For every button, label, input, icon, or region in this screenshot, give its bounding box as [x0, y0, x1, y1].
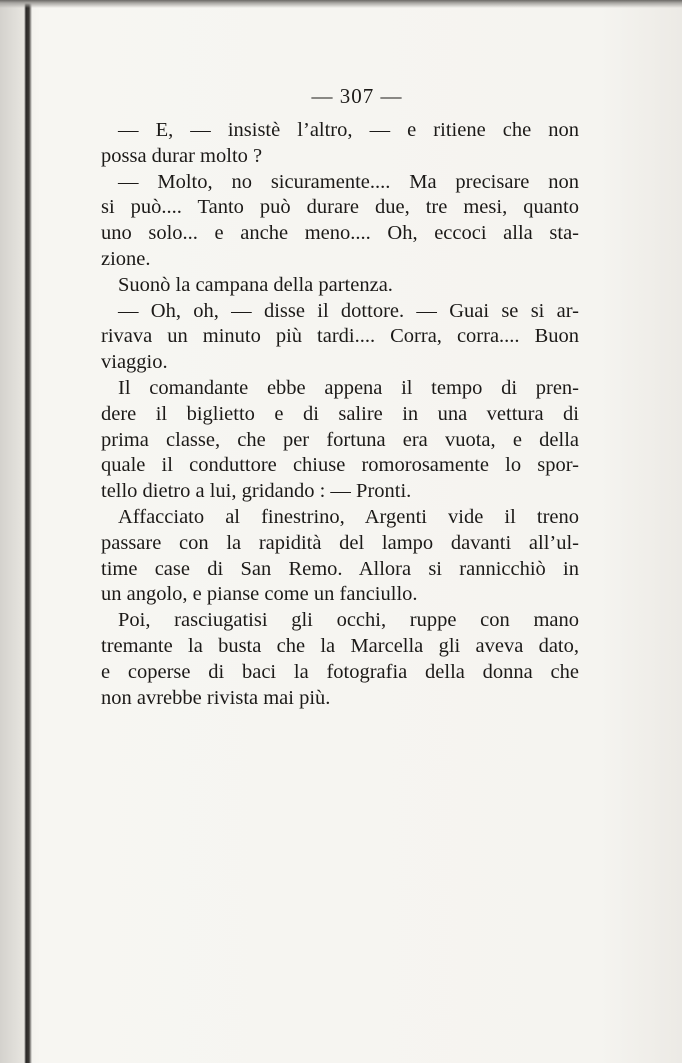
text-line: passare con la rapidità del lampo davanti all’ul- [101, 531, 579, 554]
text-line: prima classe, che per fortuna era vuota, e della [101, 428, 579, 451]
text-line: Il comandante ebbe appena il tempo di pren- [118, 376, 579, 399]
text-line: si può.... Tanto può durare due, tre mesi, quanto [101, 196, 579, 219]
text-line: Affacciato al finestrino, Argenti vide il treno [118, 505, 579, 528]
text-line: tremante la busta che la Marcella gli aveva dato, [101, 634, 579, 657]
binding-spine [24, 0, 32, 1063]
text-line: viaggio. [101, 351, 168, 374]
body-text [101, 118, 579, 711]
text-line: — Oh, oh, — disse il dottore. — Guai se si ar- [118, 299, 579, 322]
text-line: zione. [101, 247, 151, 270]
gutter-shadow [0, 0, 24, 1063]
text-line: dere il biglietto e di salire in una vettura di [101, 402, 579, 425]
text-line: uno solo... e anche meno.... Oh, eccoci alla sta- [101, 222, 579, 245]
text-line: non avrebbe rivista mai più. [101, 686, 331, 709]
text-line: — Molto, no sicuramente.... Ma precisare non [118, 170, 579, 193]
text-line: Poi, rasciugatisi gli occhi, ruppe con mano [118, 609, 579, 632]
text-line: quale il conduttore chiuse romorosamente lo spor- [101, 454, 579, 477]
text-line: e coperse di baci la fotografia della donna che [101, 660, 579, 683]
page-top-edge [0, 0, 682, 8]
page-number: — 307 — [311, 84, 403, 108]
text-line: tello dietro a lui, gridando : — Pronti. [101, 480, 412, 503]
text-line: un angolo, e pianse come un fanciullo. [101, 583, 418, 606]
text-line: — E, — insistè l’altro, — e ritiene che non [118, 119, 579, 141]
text-line: time case di San Remo. Allora si rannicchiò in [101, 557, 579, 580]
text-line: rivava un minuto più tardi.... Corra, corra.... Buon [101, 325, 579, 348]
text-line: possa durar molto ? [101, 144, 263, 167]
text-line: Suonò la campana della partenza. [118, 273, 393, 296]
